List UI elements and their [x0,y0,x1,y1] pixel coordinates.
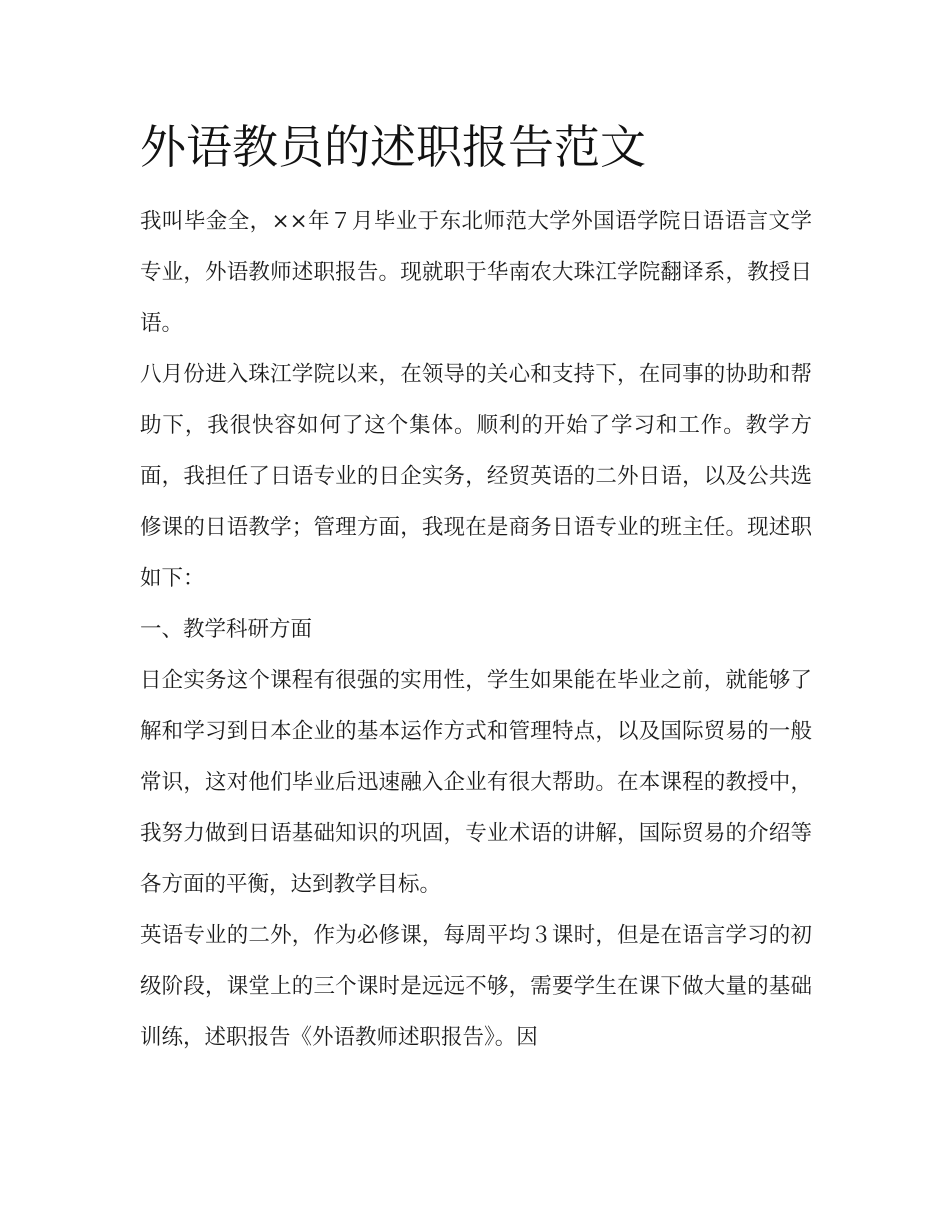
paragraph-intro: 我叫毕金全，××年７月毕业于东北师范大学外国语学院日语语言文学专业，外语教师述职报告。现就职于华南农大珠江学院翻译系，教授日语。 [140,209,812,336]
document-title: 外语教员的述职报告范文 [140,120,646,174]
document-body [140,196,812,1063]
paragraph-english-major-second-language: 英语专业的二外，作为必修课，每周平均３课时，但是在语言学习的初级阶段，课堂上的三个课时是远远不够，需要学生在课下做大量的基础训练，述职报告《外语教师述职报告》。因 [140,923,812,1050]
paragraph-overview: 八月份进入珠江学院以来，在领导的关心和支持下，在同事的协助和帮助下，我很快容如何了这个集体。顺利的开始了学习和工作。教学方面，我担任了日语专业的日企实务，经贸英语的二外日语，以及公共选修课的日语教学；管理方面，我现在是商务日语专业的班主任。现述职如下： [140,362,812,591]
paragraph-japanese-enterprise-course: 日企实务这个课程有很强的实用性，学生如果能在毕业之前，就能够了解和学习到日本企业的基本运作方式和管理特点，以及国际贸易的一般常识，这对他们毕业后迅速融入企业有很大帮助。在本课程的教授中，我努力做到日语基础知识的巩固，专业术语的讲解，国际贸易的介绍等各方面的平衡，达到教学目标。 [140,668,812,897]
section-heading-teaching-research: 一、教学科研方面 [140,617,313,642]
